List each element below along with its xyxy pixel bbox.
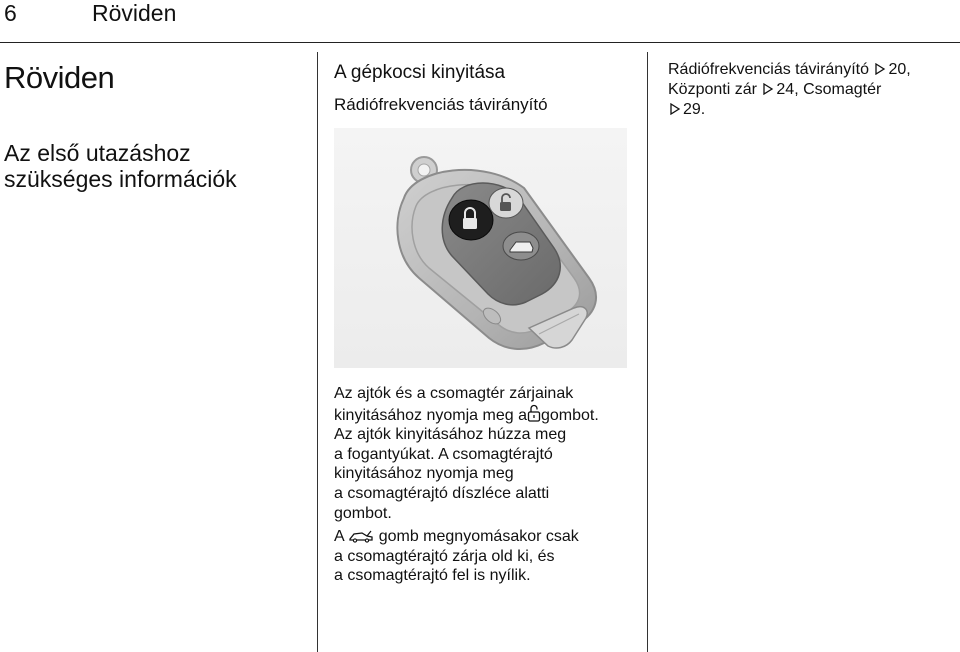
- section-heading: A gépkocsi kinyitása: [334, 62, 506, 83]
- car-trunk-icon: [348, 529, 374, 543]
- paragraph-unlock-doors: [334, 384, 634, 523]
- ref-page-link[interactable]: 20,: [888, 61, 911, 78]
- ref-page-link[interactable]: 24, Csomagtér: [776, 81, 882, 98]
- text-line: Az ajtók kinyitásához húzza meg: [334, 426, 567, 444]
- text-line: kinyitásához nyomja meg: [334, 465, 514, 483]
- text-line: Az ajtók és a csomagtér zárjainak: [334, 385, 574, 402]
- text-line: gombot.: [334, 504, 392, 522]
- section-title: [4, 140, 304, 192]
- column-divider-left: [317, 52, 318, 652]
- cross-references: [668, 60, 958, 120]
- ref-page-link[interactable]: 29.: [683, 101, 706, 118]
- page-number: 6: [4, 0, 17, 26]
- text-line: gomb megnyomásakor csak: [378, 528, 579, 546]
- key-remote-illustration: [334, 128, 627, 368]
- text-line: kinyitásához nyomja meg a: [334, 406, 527, 424]
- triangle-arrow-icon: [874, 63, 886, 75]
- section-title-line-2: szükséges információk: [4, 166, 237, 192]
- ref-text: Központi zár: [668, 81, 757, 98]
- unlock-instructions: [334, 384, 634, 590]
- column-divider-right: [647, 52, 648, 652]
- running-title: Röviden: [92, 0, 177, 26]
- text-line: A: [334, 528, 344, 546]
- text-line: a csomagtérajtó zárja old ki, és: [334, 547, 555, 565]
- text-line: a csomagtérajtó díszléce alatti: [334, 484, 550, 502]
- open-padlock-icon: [527, 404, 541, 422]
- triangle-arrow-icon: [669, 103, 681, 115]
- folding-key-remote-icon: [334, 128, 627, 368]
- header-rule: [0, 42, 960, 43]
- chapter-title: Röviden: [4, 60, 115, 95]
- page-header: [0, 0, 960, 44]
- paragraph-trunk-button: [334, 527, 634, 586]
- text-line: gombot.: [540, 406, 599, 424]
- text-line: a csomagtérajtó fel is nyílik.: [334, 567, 531, 585]
- triangle-arrow-icon: [762, 83, 774, 95]
- ref-text: Rádiófrekvenciás távirányító: [668, 61, 869, 78]
- section-title-line-1: Az első utazáshoz: [4, 140, 191, 166]
- text-line: a fogantyúkat. A csomagtérajtó: [334, 445, 553, 463]
- section-subheading: Rádiófrekvenciás távirányító: [334, 95, 548, 114]
